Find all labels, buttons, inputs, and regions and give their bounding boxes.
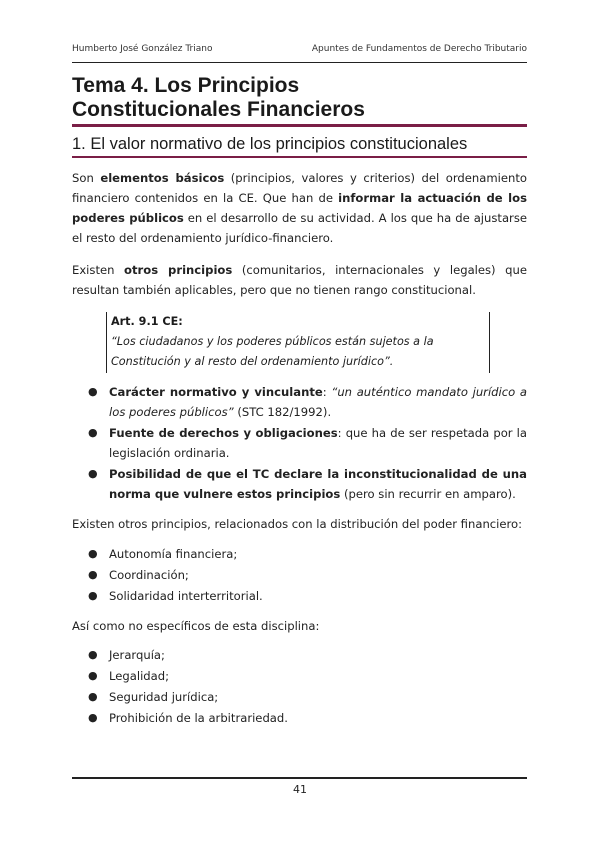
distribution-list (87, 544, 527, 607)
list-item (87, 666, 527, 686)
list-item (87, 645, 527, 665)
quote-text: “Los ciudadanos y los poderes públicos están sujetos a la Constitución y al resto del ordenamiento jurídico”. (111, 335, 434, 368)
list-item (87, 382, 527, 422)
list-item (87, 544, 527, 564)
bullet-icon: ● (88, 385, 98, 398)
article-quote-box (106, 312, 490, 373)
list-item-text: Seguridad jurídica; (109, 690, 219, 704)
section-title: 1. El valor normativo de los principios constitucionales (72, 135, 468, 153)
p1-bold-inform: informar la actuación de los poderes públicos (72, 191, 527, 225)
p1-bold-basic-elements: elementos básicos (100, 171, 225, 185)
features-list (87, 382, 527, 505)
paragraph-non-specific: Así como no específicos de esta disciplina: (72, 619, 320, 633)
bullet-icon: ● (88, 568, 98, 581)
bullet-icon: ● (88, 648, 98, 661)
section-title-underline (72, 156, 527, 158)
bullet-icon: ● (88, 467, 98, 480)
p2-text-a: Existen (72, 263, 125, 277)
bullet-icon: ● (88, 426, 98, 439)
list-item-text: Legalidad; (109, 669, 170, 683)
paragraph-basic-elements (72, 168, 527, 248)
page-number: 41 (293, 783, 307, 796)
list-item (87, 464, 527, 504)
p1-text-c: (principios, valores y criterios) del ordenamiento financiero contenidos en la CE. Que han de (72, 171, 527, 205)
list-item-text: Prohibición de la arbitrariedad. (109, 711, 288, 725)
list-item (87, 708, 527, 728)
footer-divider (72, 777, 527, 779)
list-item (87, 565, 527, 585)
list-item-text: Autonomía financiera; (109, 547, 238, 561)
list-item (87, 687, 527, 707)
p1-text-e: en el desarrollo de su actividad. A los que ha de ajustarse el resto del ordenamiento jurídico-financiero. (72, 211, 527, 245)
bullet-icon: ● (88, 589, 98, 602)
quote-title: Art. 9.1 CE: (111, 315, 183, 328)
bullet-icon: ● (88, 690, 98, 703)
feature-plain: : (322, 385, 332, 399)
header-course: Apuntes de Fundamentos de Derecho Tributario (311, 44, 527, 54)
feature-bold: Fuente de derechos y obligaciones (109, 426, 338, 440)
header-divider (72, 62, 527, 63)
list-item (87, 423, 527, 463)
feature-tail: (STC 182/1992). (233, 405, 332, 419)
feature-plain: : que ha de ser respetada por la legislación ordinaria. (109, 426, 528, 460)
paragraph-other-principles (72, 260, 527, 300)
feature-bold: Carácter normativo y vinculante (109, 385, 323, 399)
running-header (72, 44, 527, 54)
chapter-title: Tema 4. Los Principios Constitucionales Financieros (72, 74, 365, 121)
chapter-title-underline (72, 124, 527, 127)
bullet-icon: ● (88, 669, 98, 682)
bullet-icon: ● (88, 711, 98, 724)
p2-bold-other-principles: otros principios (124, 263, 233, 277)
p2-text-c: (comunitarios, internacionales y legales) que resultan también aplicables, pero que no tienen rango constitucional. (72, 263, 527, 297)
list-item-text: Solidaridad interterritorial. (109, 589, 263, 603)
specific-list (87, 645, 527, 729)
feature-bold: Posibilidad de que el TC declare la inconstitucionalidad de una norma que vulnere estos principios (109, 467, 527, 501)
feature-italic: “un auténtico mandato jurídico a los poderes públicos” (109, 385, 527, 419)
paragraph-distribution: Existen otros principios, relacionados con la distribución del poder financiero: (72, 517, 523, 531)
feature-plain: (pero sin recurrir en amparo). (340, 487, 516, 501)
header-author: Humberto José González Triano (72, 44, 213, 54)
list-item (87, 586, 527, 606)
p1-text-a: Son (72, 171, 101, 185)
bullet-icon: ● (88, 547, 98, 560)
list-item-text: Coordinación; (109, 568, 189, 582)
list-item-text: Jerarquía; (109, 648, 165, 662)
